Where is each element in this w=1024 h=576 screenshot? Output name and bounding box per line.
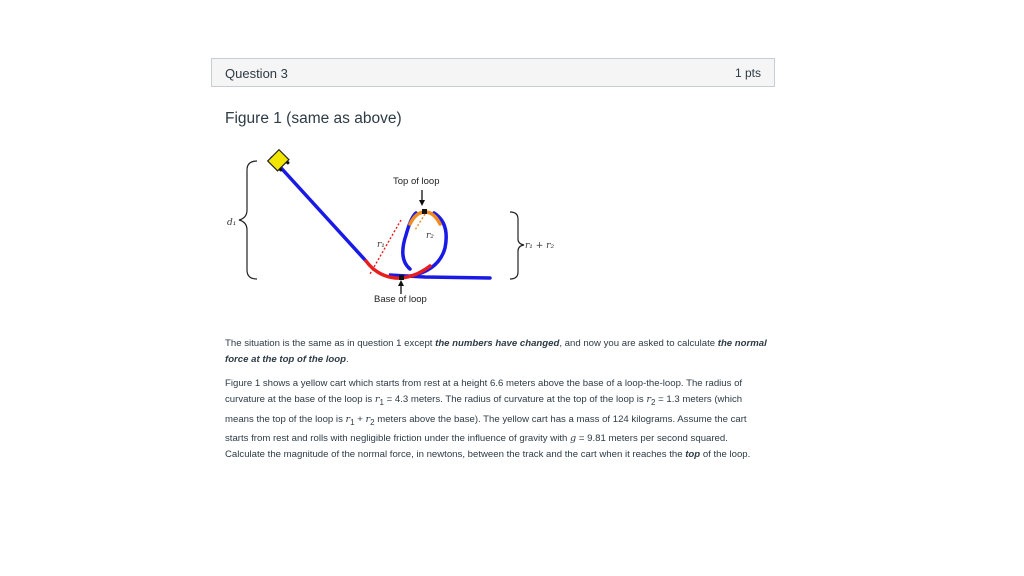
- d1-label: d₁: [227, 218, 237, 228]
- problem-paragraph: Figure 1 shows a yellow cart which starts from rest at a height 6.6 meters above the base of a loop-the-loop. The radius of curvature at the base of the loop is $r_1 = 4.3$ meters. The radius of curvature at the top of the loop is $r_2 = 1.3$ meters (which means the top of the loop is $r_1 + r_2$ meters above the base). The yellow cart has a mass of 124 kilograms. Assume the cart starts from rest and rolls with negligible friction under the influence of gravity with g = 9.81 meters per second squared. Calculate the magnitude of the normal force, in newtons, between the track and the cart when it reaches the top of the loop.: [225, 378, 751, 460]
- r1-label: r₁: [377, 240, 385, 250]
- r-sum-label: r₁ + r₂: [525, 241, 555, 251]
- top-of-loop-label: Top of loop: [393, 176, 440, 187]
- base-marker: [399, 275, 404, 280]
- figure-title: Figure 1 (same as above): [225, 110, 402, 127]
- r1-line: [370, 220, 401, 274]
- r-sum-brace: [510, 212, 524, 279]
- top-marker: [422, 209, 427, 214]
- track-ramp: [272, 158, 366, 261]
- loop-diagram: [225, 148, 575, 313]
- question-points: 1 pts: [734, 66, 761, 80]
- base-arrow-head: [398, 280, 404, 286]
- question-header: [211, 58, 775, 87]
- question-title: Question 3: [225, 66, 288, 81]
- r2-label: r₂: [426, 231, 434, 241]
- top-arrow-head: [419, 200, 425, 206]
- d1-brace: [239, 161, 257, 279]
- yellow-cart: [268, 150, 291, 173]
- base-of-loop-label: Base of loop: [374, 294, 427, 305]
- intro-paragraph: The situation is the same as in question 1 except the numbers have changed, and now you are asked to calculate the normal force at the top of the loop.: [225, 338, 767, 366]
